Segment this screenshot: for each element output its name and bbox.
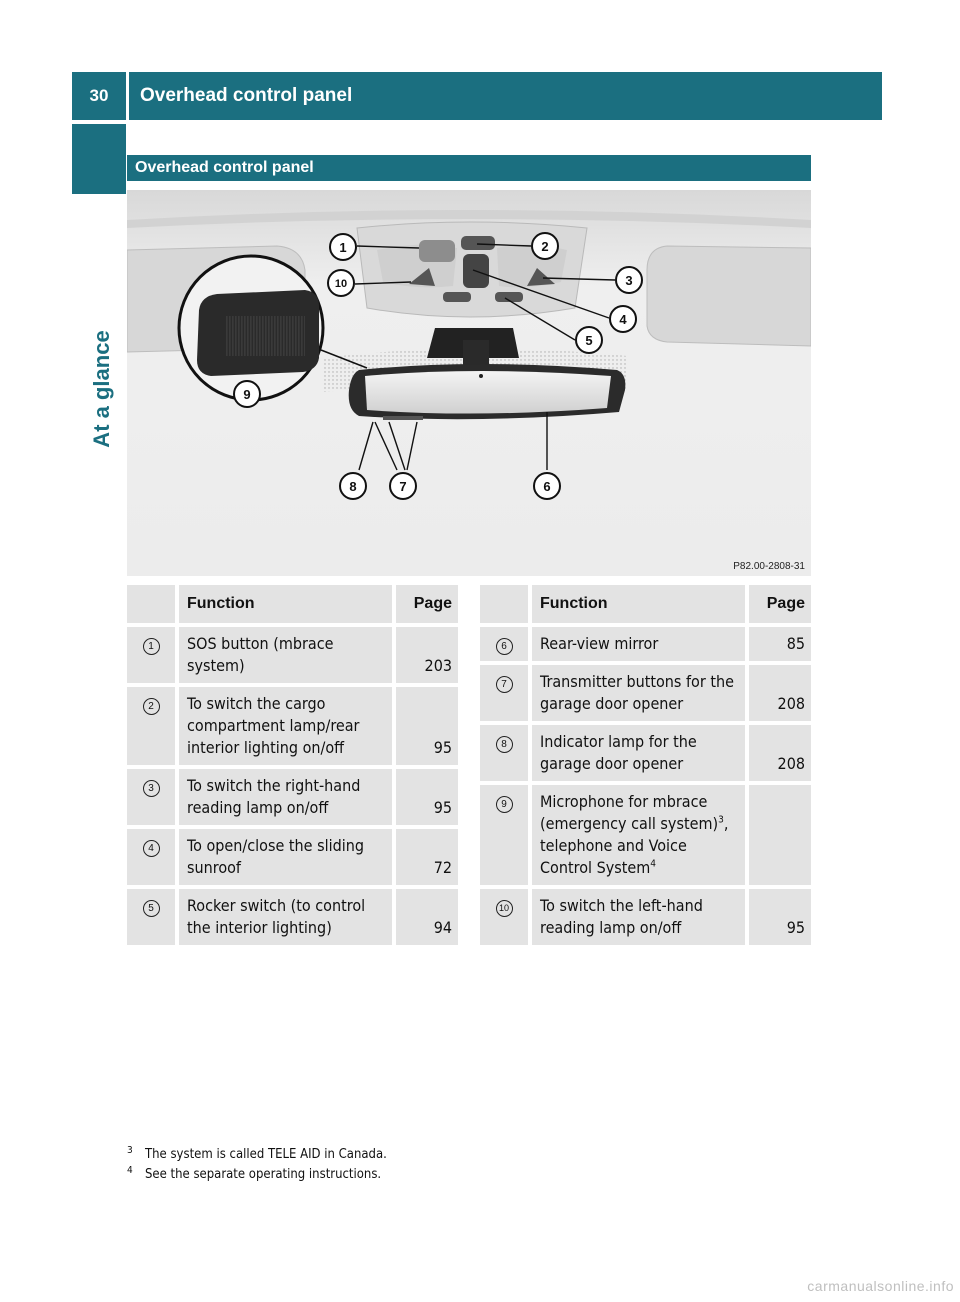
watermark: carmanualsonline.info: [807, 1278, 954, 1294]
item-function: Rocker switch (to control the interior lighting): [177, 887, 394, 945]
item-function: To open/close the sliding sunroof: [177, 827, 394, 887]
svg-text:10: 10: [334, 278, 348, 290]
item-number: 4: [143, 840, 160, 857]
item-number: 9: [496, 796, 513, 813]
svg-text:9: 9: [243, 387, 251, 402]
svg-text:8: 8: [349, 479, 357, 494]
table-row: [127, 625, 458, 685]
section-heading: Overhead control panel: [127, 155, 811, 181]
function-table-right: [480, 585, 811, 945]
table-row: [127, 685, 458, 767]
table-row: [480, 625, 811, 663]
callout-6: [534, 473, 560, 499]
svg-text:2: 2: [541, 239, 549, 254]
svg-text:5: 5: [585, 333, 593, 348]
item-function: Indicator lamp for the garage door opener: [530, 723, 747, 783]
item-number: 7: [496, 676, 513, 693]
callout-10: [328, 270, 354, 296]
figure-code: P82.00-2808-31: [733, 561, 805, 572]
item-page-link[interactable]: 72: [394, 827, 458, 887]
callout-3: [616, 267, 642, 293]
item-function: To switch the cargo compartment lamp/rear interior lighting on/off: [177, 685, 394, 767]
svg-text:6: 6: [543, 479, 551, 494]
side-tab-block: [72, 124, 126, 194]
item-number: 6: [496, 638, 513, 655]
item-number: 2: [143, 698, 160, 715]
item-number: 3: [143, 780, 160, 797]
table-row: [480, 887, 811, 945]
function-table-left: [127, 585, 458, 945]
footnote-4: 4 See the separate operating instructions.: [127, 1165, 382, 1182]
overhead-panel-illustration: [127, 190, 811, 576]
callout-2: [532, 233, 558, 259]
item-function: Microphone for mbrace (emergency call system)$^3$, telephone and Voice Control System$^4$: [530, 783, 747, 887]
item-page-link[interactable]: 95: [394, 767, 458, 827]
page-title: Overhead control panel: [140, 85, 353, 106]
table-header-row: [127, 585, 458, 625]
col-page-header: Page: [747, 585, 811, 625]
footnote-3: 3 The system is called TELE AID in Canada.: [127, 1145, 387, 1162]
footnote-ref-4[interactable]: 4: [650, 858, 656, 870]
callout-4: [610, 306, 636, 332]
item-page-link[interactable]: 203: [394, 625, 458, 685]
table-row: [127, 887, 458, 945]
table-row: [480, 663, 811, 723]
col-function-header: Function: [530, 585, 747, 625]
item-page-link[interactable]: 208: [747, 723, 811, 783]
table-header-row: [480, 585, 811, 625]
col-num-header: [480, 585, 530, 625]
callout-9: [234, 381, 260, 407]
item-number: 10: [496, 900, 513, 917]
item-function: Transmitter buttons for the garage door opener: [530, 663, 747, 723]
item-page-link[interactable]: 208: [747, 663, 811, 723]
item-number: 1: [143, 638, 160, 655]
footnote-ref-3[interactable]: 3: [718, 814, 724, 826]
overhead-panel-figure: [127, 190, 811, 576]
table-row: [127, 827, 458, 887]
callout-5: [576, 327, 602, 353]
header-divider: [126, 72, 129, 120]
col-page-header: Page: [394, 585, 458, 625]
table-row: [480, 723, 811, 783]
table-row: [480, 783, 811, 887]
svg-text:4: 4: [619, 312, 627, 327]
svg-text:1: 1: [339, 240, 347, 255]
callout-8: [340, 473, 366, 499]
item-function: SOS button (mbrace system): [177, 625, 394, 685]
item-page-link[interactable]: 95: [394, 685, 458, 767]
side-tab: [72, 124, 126, 724]
item-page-link[interactable]: 95: [747, 887, 811, 945]
item-page-link[interactable]: 85: [747, 625, 811, 663]
side-tab-label: At a glance: [89, 330, 114, 448]
item-function: Rear-view mirror: [530, 625, 747, 663]
col-num-header: [127, 585, 177, 625]
item-number: 5: [143, 900, 160, 917]
item-number: 8: [496, 736, 513, 753]
table-row: [127, 767, 458, 827]
item-page-link: [747, 783, 811, 887]
page-number: 30: [89, 86, 109, 105]
col-function-header: Function: [177, 585, 394, 625]
callout-1: [330, 234, 356, 260]
item-page-link[interactable]: 94: [394, 887, 458, 945]
item-function: To switch the right-hand reading lamp on/off: [177, 767, 394, 827]
svg-text:3: 3: [625, 273, 633, 288]
item-function: To switch the left-hand reading lamp on/off: [530, 887, 747, 945]
callout-7: [390, 473, 416, 499]
svg-text:7: 7: [399, 479, 407, 494]
footnotes: [127, 1145, 807, 1185]
